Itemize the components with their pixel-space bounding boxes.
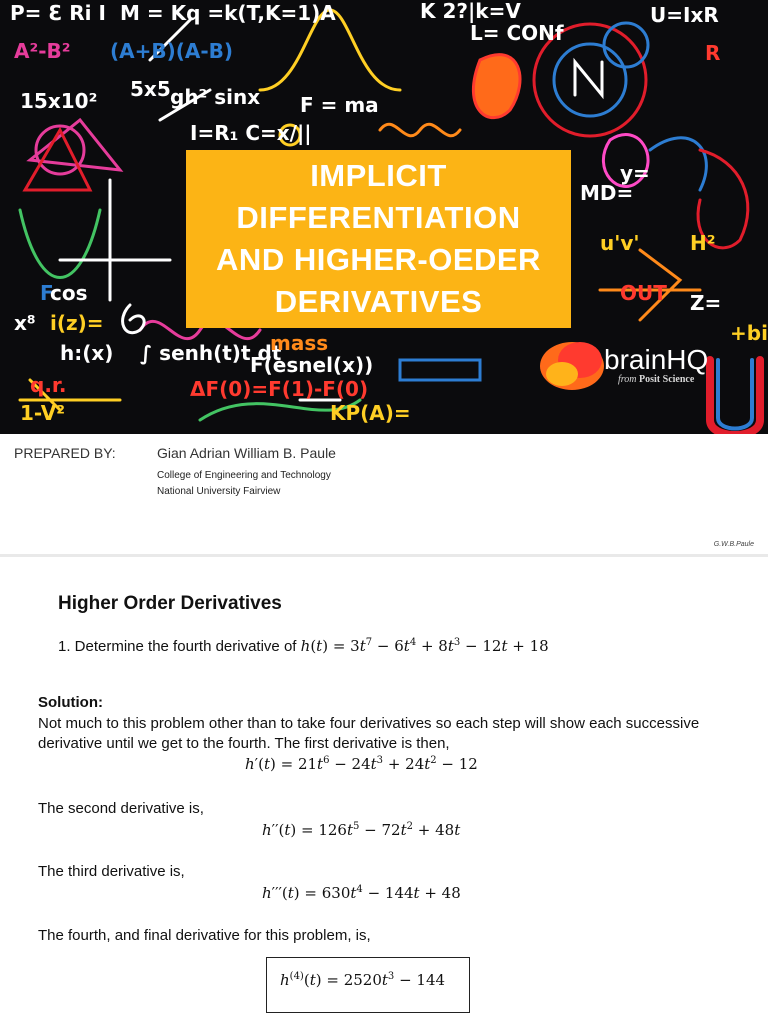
svg-text:i(z)=: i(z)= <box>50 311 104 335</box>
svg-text:u'v': u'v' <box>600 231 640 255</box>
higher-order-derivatives-slide <box>0 557 768 1024</box>
svg-text:K 2?|k=V: K 2?|k=V <box>420 0 521 23</box>
svg-text:mass: mass <box>270 331 329 355</box>
brand-name: brainHQ <box>604 344 709 375</box>
third-derivative-label: The third derivative is, <box>38 863 185 880</box>
svg-text:h:(x): h:(x) <box>60 341 114 365</box>
presentation-title: IMPLICIT DIFFERENTIATION AND HIGHER-OEDER DERIVATIVES <box>216 158 541 319</box>
author-initials: G.W.B.Paule <box>713 541 754 548</box>
svg-text:I=R₁ C=x/||: I=R₁ C=x/|| <box>190 121 312 145</box>
svg-text:MD=: MD= <box>580 181 634 205</box>
math-doodle-banner <box>0 0 768 434</box>
first-derivative-equation: $h'(t) = 21t^6 - 24t^3 + 24t^2 - 12$ <box>245 755 478 773</box>
svg-text:cos: cos <box>50 281 88 305</box>
svg-text:KP(A)=: KP(A)= <box>330 401 411 425</box>
svg-text:1-V²: 1-V² <box>20 401 65 425</box>
brand-tagline: from Posit Science <box>618 374 695 385</box>
prepared-by-label: PREPARED BY: <box>14 445 116 461</box>
svg-text:OUT: OUT <box>620 281 667 305</box>
svg-text:∫ senh(t)t dt: ∫ senh(t)t dt <box>140 341 282 365</box>
svg-text:y=: y= <box>620 161 650 185</box>
svg-text:H²: H² <box>690 231 716 255</box>
svg-text:U=IxR: U=IxR <box>650 3 719 27</box>
second-derivative-label: The second derivative is, <box>38 800 204 817</box>
svg-text:ΔF(0)=F(1)-F(0): ΔF(0)=F(1)-F(0) <box>190 377 369 401</box>
svg-text:15x10²: 15x10² <box>20 89 98 113</box>
svg-text:R: R <box>705 41 721 65</box>
problem-function: $h(t) = 3t^7 - 6t^4 + 8t^3 - 12t + 18$ <box>300 637 549 655</box>
svg-text:A²-B²: A²-B² <box>14 39 71 63</box>
slide-heading: Higher Order Derivatives <box>58 593 282 614</box>
svg-text:q.r.: q.r. <box>30 373 67 397</box>
svg-text:L= CONf: L= CONf <box>470 21 564 45</box>
second-derivative-equation: $h''(t) = 126t^5 - 72t^2 + 48t$ <box>262 821 461 839</box>
problem-statement <box>58 637 549 655</box>
title-box <box>186 150 571 328</box>
svg-text:gh² sinx: gh² sinx <box>170 85 261 109</box>
solution-text: Not much to this problem other than to take four derivatives so each step will show each successive derivative until we get to the fourth. The first derivative is then, <box>38 715 700 752</box>
svg-text:F = ma: F = ma <box>300 93 379 117</box>
svg-text:M = Kq =k(T,K=1)A: M = Kq =k(T,K=1)A <box>120 1 336 25</box>
third-derivative-equation: $h'''(t) = 630t^4 - 144t + 48$ <box>262 884 461 902</box>
problem-text: 1. Determine the fourth derivative of <box>58 638 297 655</box>
brain-icon <box>528 330 608 400</box>
svg-text:P= Ɛ Ri I: P= Ɛ Ri I <box>10 1 106 25</box>
svg-text:+bi: +bi <box>730 321 768 345</box>
svg-text:x⁸: x⁸ <box>14 311 36 335</box>
fourth-derivative-label: The fourth, and final derivative for this problem, is, <box>38 927 371 944</box>
svg-text:F(esnel(x)): F(esnel(x)) <box>250 353 374 377</box>
brainhq-logo <box>528 330 718 400</box>
solution-label: Solution: <box>38 694 103 711</box>
svg-text:Z=: Z= <box>690 291 722 315</box>
author-name: Gian Adrian William B. Paule <box>157 445 336 461</box>
fourth-derivative-equation: $h^{(4)}(t) = 2520t^3 - 144$ <box>280 971 446 989</box>
svg-text:F: F <box>40 281 54 305</box>
svg-text:(A+B)(A-B): (A+B)(A-B) <box>110 39 234 63</box>
college-name: College of Engineering and Technology <box>157 470 331 481</box>
svg-text:5x5: 5x5 <box>130 77 171 101</box>
university-name: National University Fairview <box>157 486 281 497</box>
